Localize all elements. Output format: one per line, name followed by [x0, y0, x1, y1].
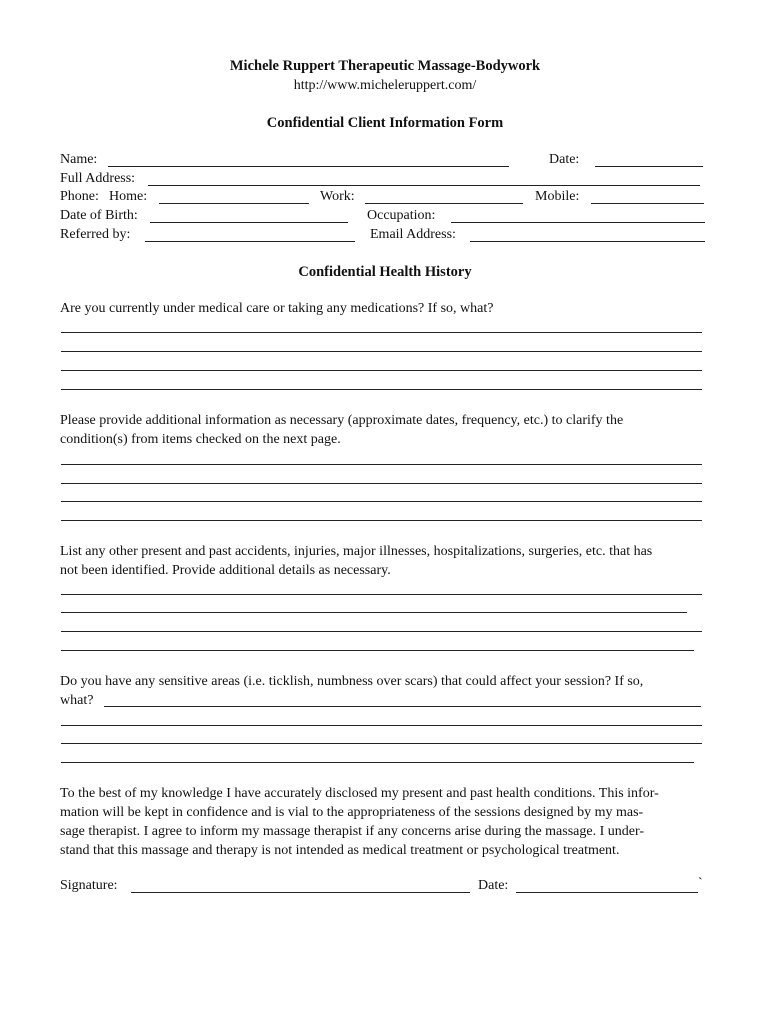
answer-line[interactable]	[61, 743, 702, 744]
name-label: Name:	[60, 152, 98, 167]
answer-line[interactable]	[61, 501, 702, 502]
signature-field[interactable]	[131, 892, 470, 893]
phone-label: Phone:	[60, 189, 99, 204]
question-sensitive-areas-cont: what?	[60, 693, 94, 708]
dob-field[interactable]	[150, 222, 348, 223]
date-field[interactable]	[595, 166, 703, 167]
signature-label: Signature:	[60, 878, 118, 893]
work-label: Work:	[320, 189, 355, 204]
answer-line[interactable]	[104, 706, 701, 707]
email-label: Email Address:	[370, 227, 456, 242]
answer-line[interactable]	[61, 332, 702, 333]
consent-text-line: stand that this massage and therapy is not intended as medical treatment or psychological treatment.	[60, 843, 620, 858]
answer-line[interactable]	[61, 464, 702, 465]
question-additional-info-cont: condition(s) from items checked on the next page.	[60, 432, 341, 447]
email-field[interactable]	[470, 241, 705, 242]
answer-line[interactable]	[61, 520, 702, 521]
mobile-phone-field[interactable]	[591, 203, 704, 204]
form-title: Confidential Client Information Form	[266, 115, 504, 131]
answer-line[interactable]	[61, 612, 687, 613]
trailing-mark: `	[698, 876, 703, 891]
question-medical-care: Are you currently under medical care or taking any medications? If so, what?	[60, 301, 494, 316]
answer-line[interactable]	[61, 389, 702, 390]
occupation-label: Occupation:	[367, 208, 436, 223]
address-label: Full Address:	[60, 171, 136, 186]
home-phone-field[interactable]	[159, 203, 309, 204]
answer-line[interactable]	[61, 594, 702, 595]
business-name: Michele Ruppert Therapeutic Massage-Bodywork	[229, 58, 541, 74]
referred-label: Referred by:	[60, 227, 131, 242]
answer-line[interactable]	[61, 631, 702, 632]
health-history-title: Confidential Health History	[298, 264, 472, 280]
date-label: Date:	[549, 152, 580, 167]
consent-text-line: mation will be kept in confidence and is vial to the appropriateness of the sessions designed by my mas-	[60, 805, 644, 820]
mobile-label: Mobile:	[535, 189, 580, 204]
answer-line[interactable]	[61, 762, 694, 763]
question-sensitive-areas: Do you have any sensitive areas (i.e. ticklish, numbness over scars) that could affect your session? If so,	[60, 674, 644, 689]
work-phone-field[interactable]	[365, 203, 523, 204]
consent-text-line: To the best of my knowledge I have accurately disclosed my present and past health conditions. This infor-	[60, 786, 659, 801]
answer-line[interactable]	[61, 725, 702, 726]
question-accidents: List any other present and past accidents, injuries, major illnesses, hospitalizations, surgeries, etc. that has	[60, 544, 653, 559]
website-url: http://www.micheleruppert.com/	[293, 78, 477, 93]
question-accidents-cont: not been identified. Provide additional details as necessary.	[60, 563, 391, 578]
signature-date-label: Date:	[478, 878, 509, 893]
occupation-field[interactable]	[451, 222, 705, 223]
referred-field[interactable]	[145, 241, 355, 242]
signature-date-field[interactable]	[516, 892, 698, 893]
answer-line[interactable]	[61, 483, 702, 484]
consent-text-line: sage therapist. I agree to inform my massage therapist if any concerns arise during the massage. I under-	[60, 824, 645, 839]
answer-line[interactable]	[61, 351, 702, 352]
address-field[interactable]	[148, 185, 700, 186]
dob-label: Date of Birth:	[60, 208, 138, 223]
question-additional-info: Please provide additional information as necessary (approximate dates, frequency, etc.) to clarify the	[60, 413, 624, 428]
answer-line[interactable]	[61, 370, 702, 371]
answer-line[interactable]	[61, 650, 694, 651]
home-label: Home:	[109, 189, 148, 204]
name-field[interactable]	[108, 166, 509, 167]
